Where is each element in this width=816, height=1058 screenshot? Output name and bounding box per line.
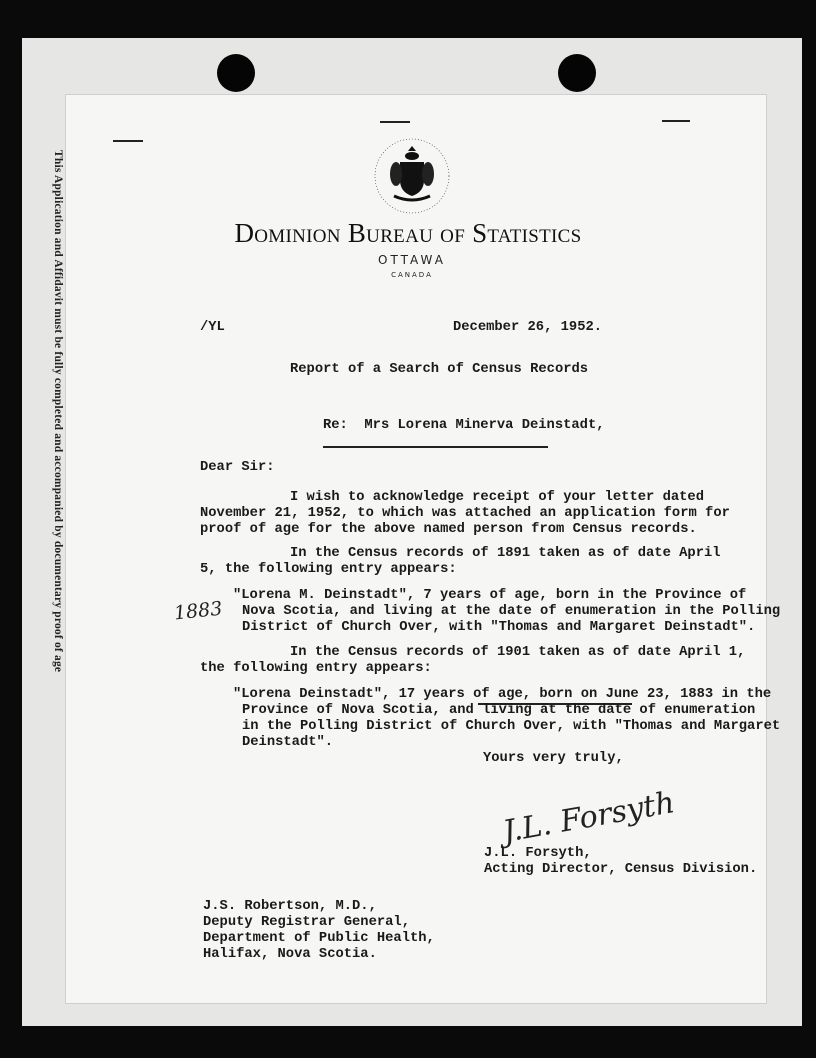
para2-line: 5, the following entry appears:	[200, 562, 457, 577]
quote1-line: "Lorena M. Deinstadt", 7 years of age, born in the Province of	[233, 588, 747, 603]
para1-line: proof of age for the above named person from Census records.	[200, 522, 697, 537]
punch-hole	[217, 54, 255, 92]
closing: Yours very truly,	[483, 751, 624, 766]
para3-line: In the Census records of 1901 taken as of date April 1,	[290, 645, 746, 660]
re-underline	[323, 446, 548, 448]
quote2-line: in the Polling District of Church Over, with "Thomas and Margaret	[242, 719, 781, 734]
signer-name: J.L. Forsyth,	[484, 846, 592, 861]
letter-title: Report of a Search of Census Records	[290, 362, 589, 377]
tick-mark	[662, 120, 690, 122]
punch-hole	[558, 54, 596, 92]
reference-initials: /YL	[200, 320, 225, 335]
signature: J.L. Forsyth	[500, 785, 678, 850]
letter-date: December 26, 1952.	[453, 320, 603, 335]
organization-name: Dominion Bureau of Statistics	[234, 218, 582, 248]
letterhead-city: OTTAWA	[378, 253, 446, 267]
quote2-line: Deinstadt".	[242, 735, 334, 750]
tick-mark	[380, 121, 410, 123]
side-note	[44, 150, 68, 830]
re-line: Re: Mrs Lorena Minerva Deinstadt,	[323, 418, 605, 433]
salutation: Dear Sir:	[200, 460, 275, 475]
letterhead-country: CANADA	[391, 271, 433, 279]
para2-line: In the Census records of 1891 taken as of date April	[290, 546, 721, 561]
para1-line: November 21, 1952, to which was attached an application form for	[200, 506, 730, 521]
para3-line: the following entry appears:	[200, 661, 432, 676]
quote1-line: Nova Scotia, and living at the date of enumeration in the Polling	[242, 604, 781, 619]
recipient-line: Deputy Registrar General,	[203, 915, 410, 930]
quote1-line: District of Church Over, with "Thomas and Margaret Deinstadt".	[242, 620, 756, 635]
recipient-line: J.S. Robertson, M.D.,	[203, 899, 377, 914]
tick-mark	[113, 140, 143, 142]
quote2-line: "Lorena Deinstadt", 17 years of age, born on June 23, 1883 in the	[233, 687, 772, 702]
side-note-text: This Application and Affidavit must be fully completed and accompanied by documentary proof of age	[52, 150, 64, 673]
coat-of-arms-seal	[372, 136, 452, 216]
signer-title: Acting Director, Census Division.	[484, 862, 758, 877]
quote2-line: Province of Nova Scotia, and living at the date of enumeration	[242, 703, 756, 718]
recipient-line: Department of Public Health,	[203, 931, 435, 946]
para1-line: I wish to acknowledge receipt of your letter dated	[290, 490, 704, 505]
recipient-line: Halifax, Nova Scotia.	[203, 947, 377, 962]
handwritten-margin-note: 1883	[172, 597, 224, 625]
